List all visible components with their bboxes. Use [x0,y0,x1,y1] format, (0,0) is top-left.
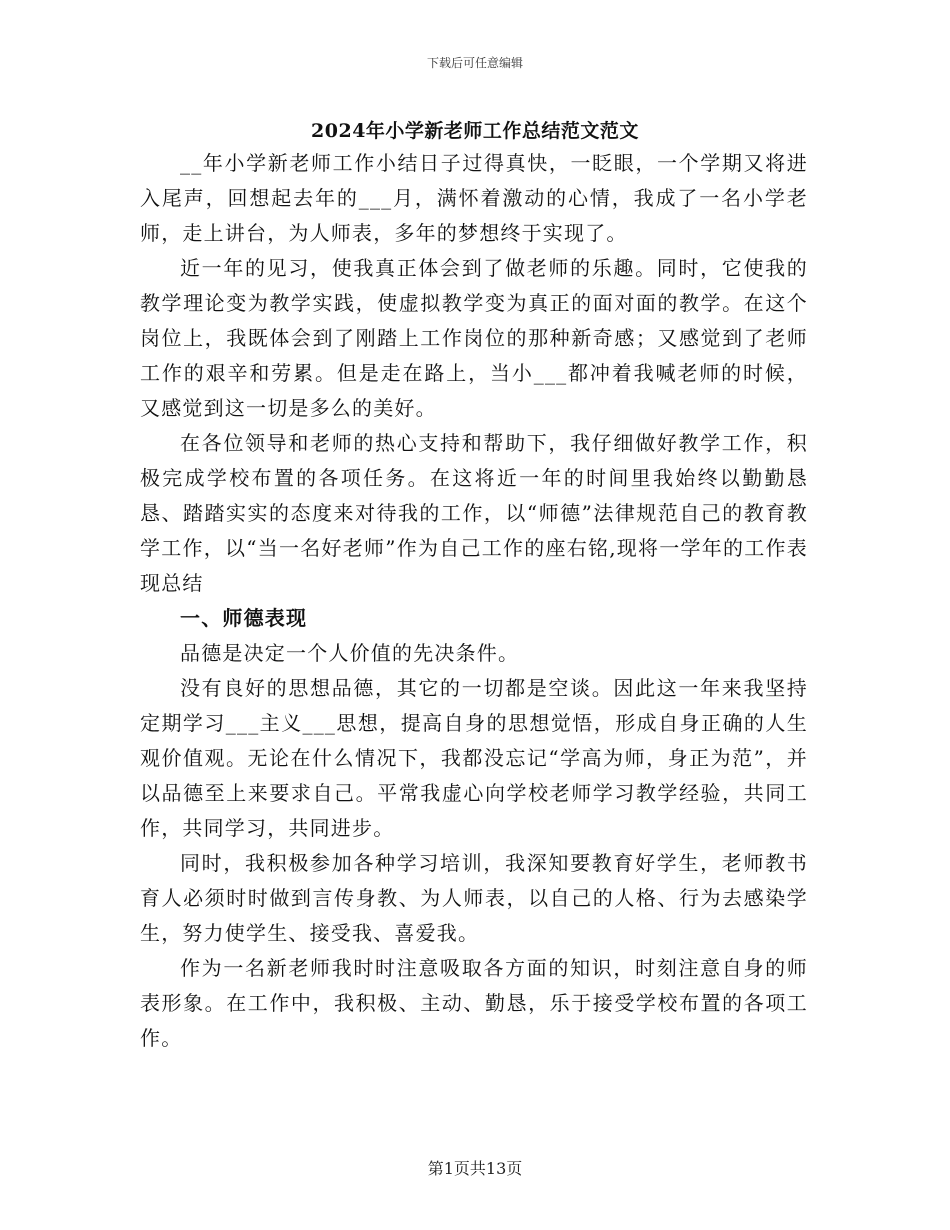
page-footer: 第1页共13页 [427,1159,523,1178]
document-body [140,146,808,1056]
document-title: 2024年小学新老师工作总结范文范文 [311,120,639,142]
paragraph-3: 在各位领导和老师的热心支持和帮助下，我仔细做好教学工作，积极完成学校布置的各项任务。在这将近一年的时间里我始终以勤勤恳恳、踏踏实实的态度来对待我的工作，以“师德”法律规范自己的教育教学工作，以“当一名好老师”作为自己工作的座右铭,现将一学年的工作表现总结 [140,431,808,595]
section-paragraph-1: 品德是决定一个人价值的先决条件。 [180,641,520,665]
section-paragraph-4: 作为一名新老师我时时注意吸取各方面的知识，时刻注意自身的师表形象。在工作中，我积极、主动、勤恳，乐于接受学校布置的各项工作。 [140,956,808,1050]
header-note: 下载后可任意编辑 [426,56,523,70]
paragraph-1: __年小学新老师工作小结日子过得真快，一眨眼，一个学期又将进入尾声，回想起去年的___月，满怀着激动的心情，我成了一名小学老师，走上讲台，为人师表，多年的梦想终于实现了。 [140,151,808,245]
paragraph-2: 近一年的见习，使我真正体会到了做老师的乐趣。同时，它使我的教学理论变为教学实践，使虚拟教学变为真正的面对面的教学。在这个岗位上，我既体会到了刚踏上工作岗位的那种新奇感；又感觉到了老师工作的艰辛和劳累。但是走在路上，当小___都冲着我喊老师的时候，又感觉到这一切是多么的美好。 [140,256,808,420]
section-paragraph-2: 没有良好的思想品德，其它的一切都是空谈。因此这一年来我坚持定期学习___主义___思想，提高自身的思想觉悟，形成自身正确的人生观价值观。无论在什么情况下，我都没忘记“学高为师，身正为范”，并以品德至上来要求自己。平常我虚心向学校老师学习教学经验，共同工作，共同学习，共同进步。 [140,676,808,840]
section-paragraph-3: 同时，我积极参加各种学习培训，我深知要教育好学生，老师教书育人必须时时做到言传身教、为人师表，以自己的人格、行为去感染学生，努力使学生、接受我、喜爱我。 [140,851,808,945]
section-heading: 一、师德表现 [180,606,308,630]
